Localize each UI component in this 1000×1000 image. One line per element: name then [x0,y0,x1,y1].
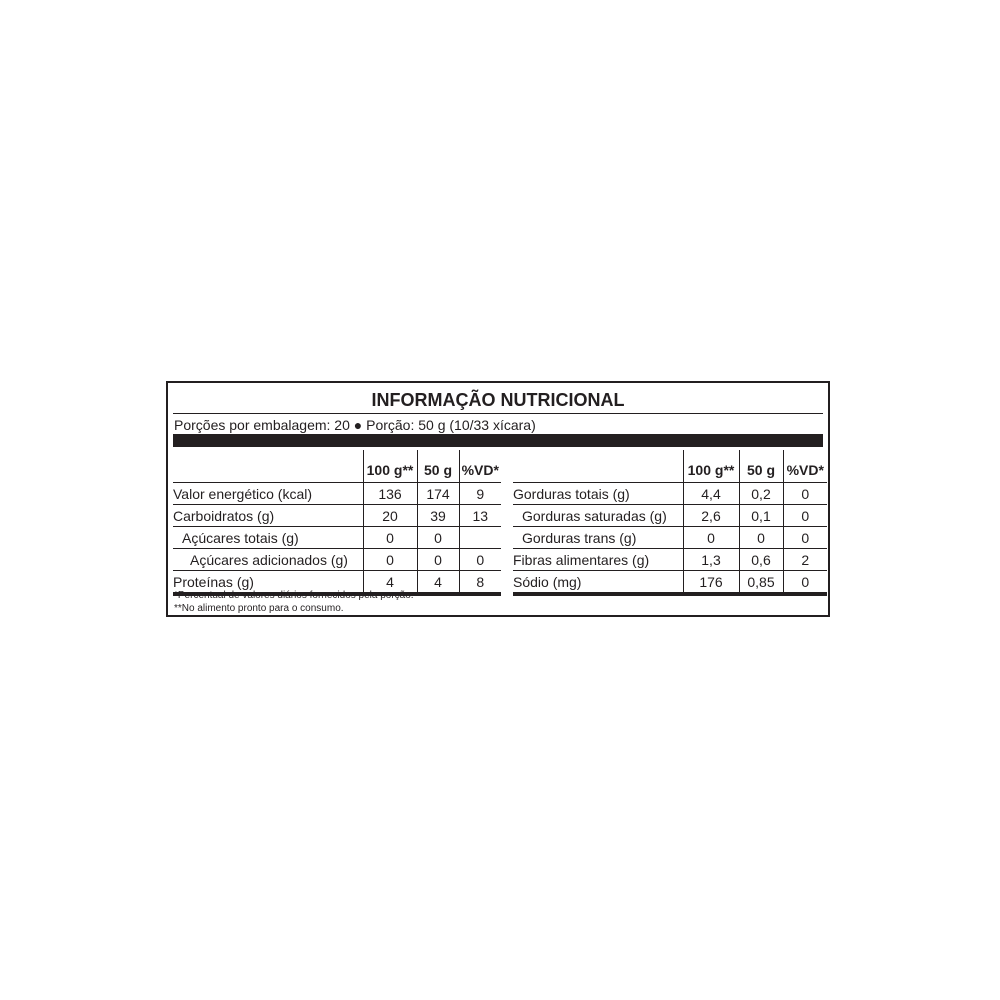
nutrient-name: Açúcares totais (g) [173,527,363,549]
nutrients-table-right [513,450,827,596]
value-50g: 4 [417,571,459,595]
value-50g: 174 [417,483,459,505]
header-vd: %VD* [783,450,827,483]
header-blank [173,450,363,483]
nutrient-name: Sódio (mg) [513,571,683,595]
value-100g: 136 [363,483,417,505]
header-50g: 50 g [739,450,783,483]
value-50g: 0 [417,527,459,549]
value-vd: 0 [783,505,827,527]
thick-divider-bar [173,434,823,447]
header-blank [513,450,683,483]
header-100g: 100 g** [363,450,417,483]
table-row [513,483,827,505]
table-row [513,571,827,595]
value-50g: 0,1 [739,505,783,527]
value-100g: 0 [363,527,417,549]
value-100g: 0 [363,549,417,571]
value-100g: 0 [683,527,739,549]
nutrient-name: Açúcares adicionados (g) [173,549,363,571]
value-vd: 8 [459,571,501,595]
value-vd: 0 [459,549,501,571]
value-100g: 4,4 [683,483,739,505]
header-50g: 50 g [417,450,459,483]
value-100g: 1,3 [683,549,739,571]
nutrient-name: Fibras alimentares (g) [513,549,683,571]
table-row [173,483,501,505]
table-row [173,549,501,571]
value-vd: 0 [783,571,827,595]
value-100g: 2,6 [683,505,739,527]
table-row [513,527,827,549]
value-vd: 0 [783,483,827,505]
value-100g: 176 [683,571,739,595]
value-50g: 0 [417,549,459,571]
nutrients-table-left [173,450,501,596]
title-divider [173,413,823,414]
header-vd: %VD* [459,450,501,483]
nutrient-name: Gorduras saturadas (g) [513,505,683,527]
footnote-ready: **No alimento pronto para o consumo. [174,603,344,614]
value-50g: 39 [417,505,459,527]
nutrient-name: Gorduras trans (g) [513,527,683,549]
value-vd: 9 [459,483,501,505]
value-100g: 20 [363,505,417,527]
table-row [173,505,501,527]
nutrient-name: Gorduras totais (g) [513,483,683,505]
value-vd: 2 [783,549,827,571]
value-50g: 0,6 [739,549,783,571]
nutrient-name: Valor energético (kcal) [173,483,363,505]
value-100g: 4 [363,571,417,595]
nutrient-name: Proteínas (g) [173,571,363,595]
table-header-row [513,450,827,483]
table-row [513,549,827,571]
value-50g: 0 [739,527,783,549]
portions-info: Porções por embalagem: 20 ● Porção: 50 g (10/33 xícara) [174,417,536,433]
nutrient-name: Carboidratos (g) [173,505,363,527]
value-vd: 0 [783,527,827,549]
label-title: INFORMAÇÃO NUTRICIONAL [371,390,625,410]
value-50g: 0,85 [739,571,783,595]
header-100g: 100 g** [683,450,739,483]
table-row [173,527,501,549]
nutrition-label [166,381,830,617]
footnote-vd: *Percentual de valores diários fornecidos pela porção. [174,590,414,601]
value-vd: 13 [459,505,501,527]
table-header-row [173,450,501,483]
value-vd [459,527,501,549]
value-50g: 0,2 [739,483,783,505]
table-row [513,505,827,527]
